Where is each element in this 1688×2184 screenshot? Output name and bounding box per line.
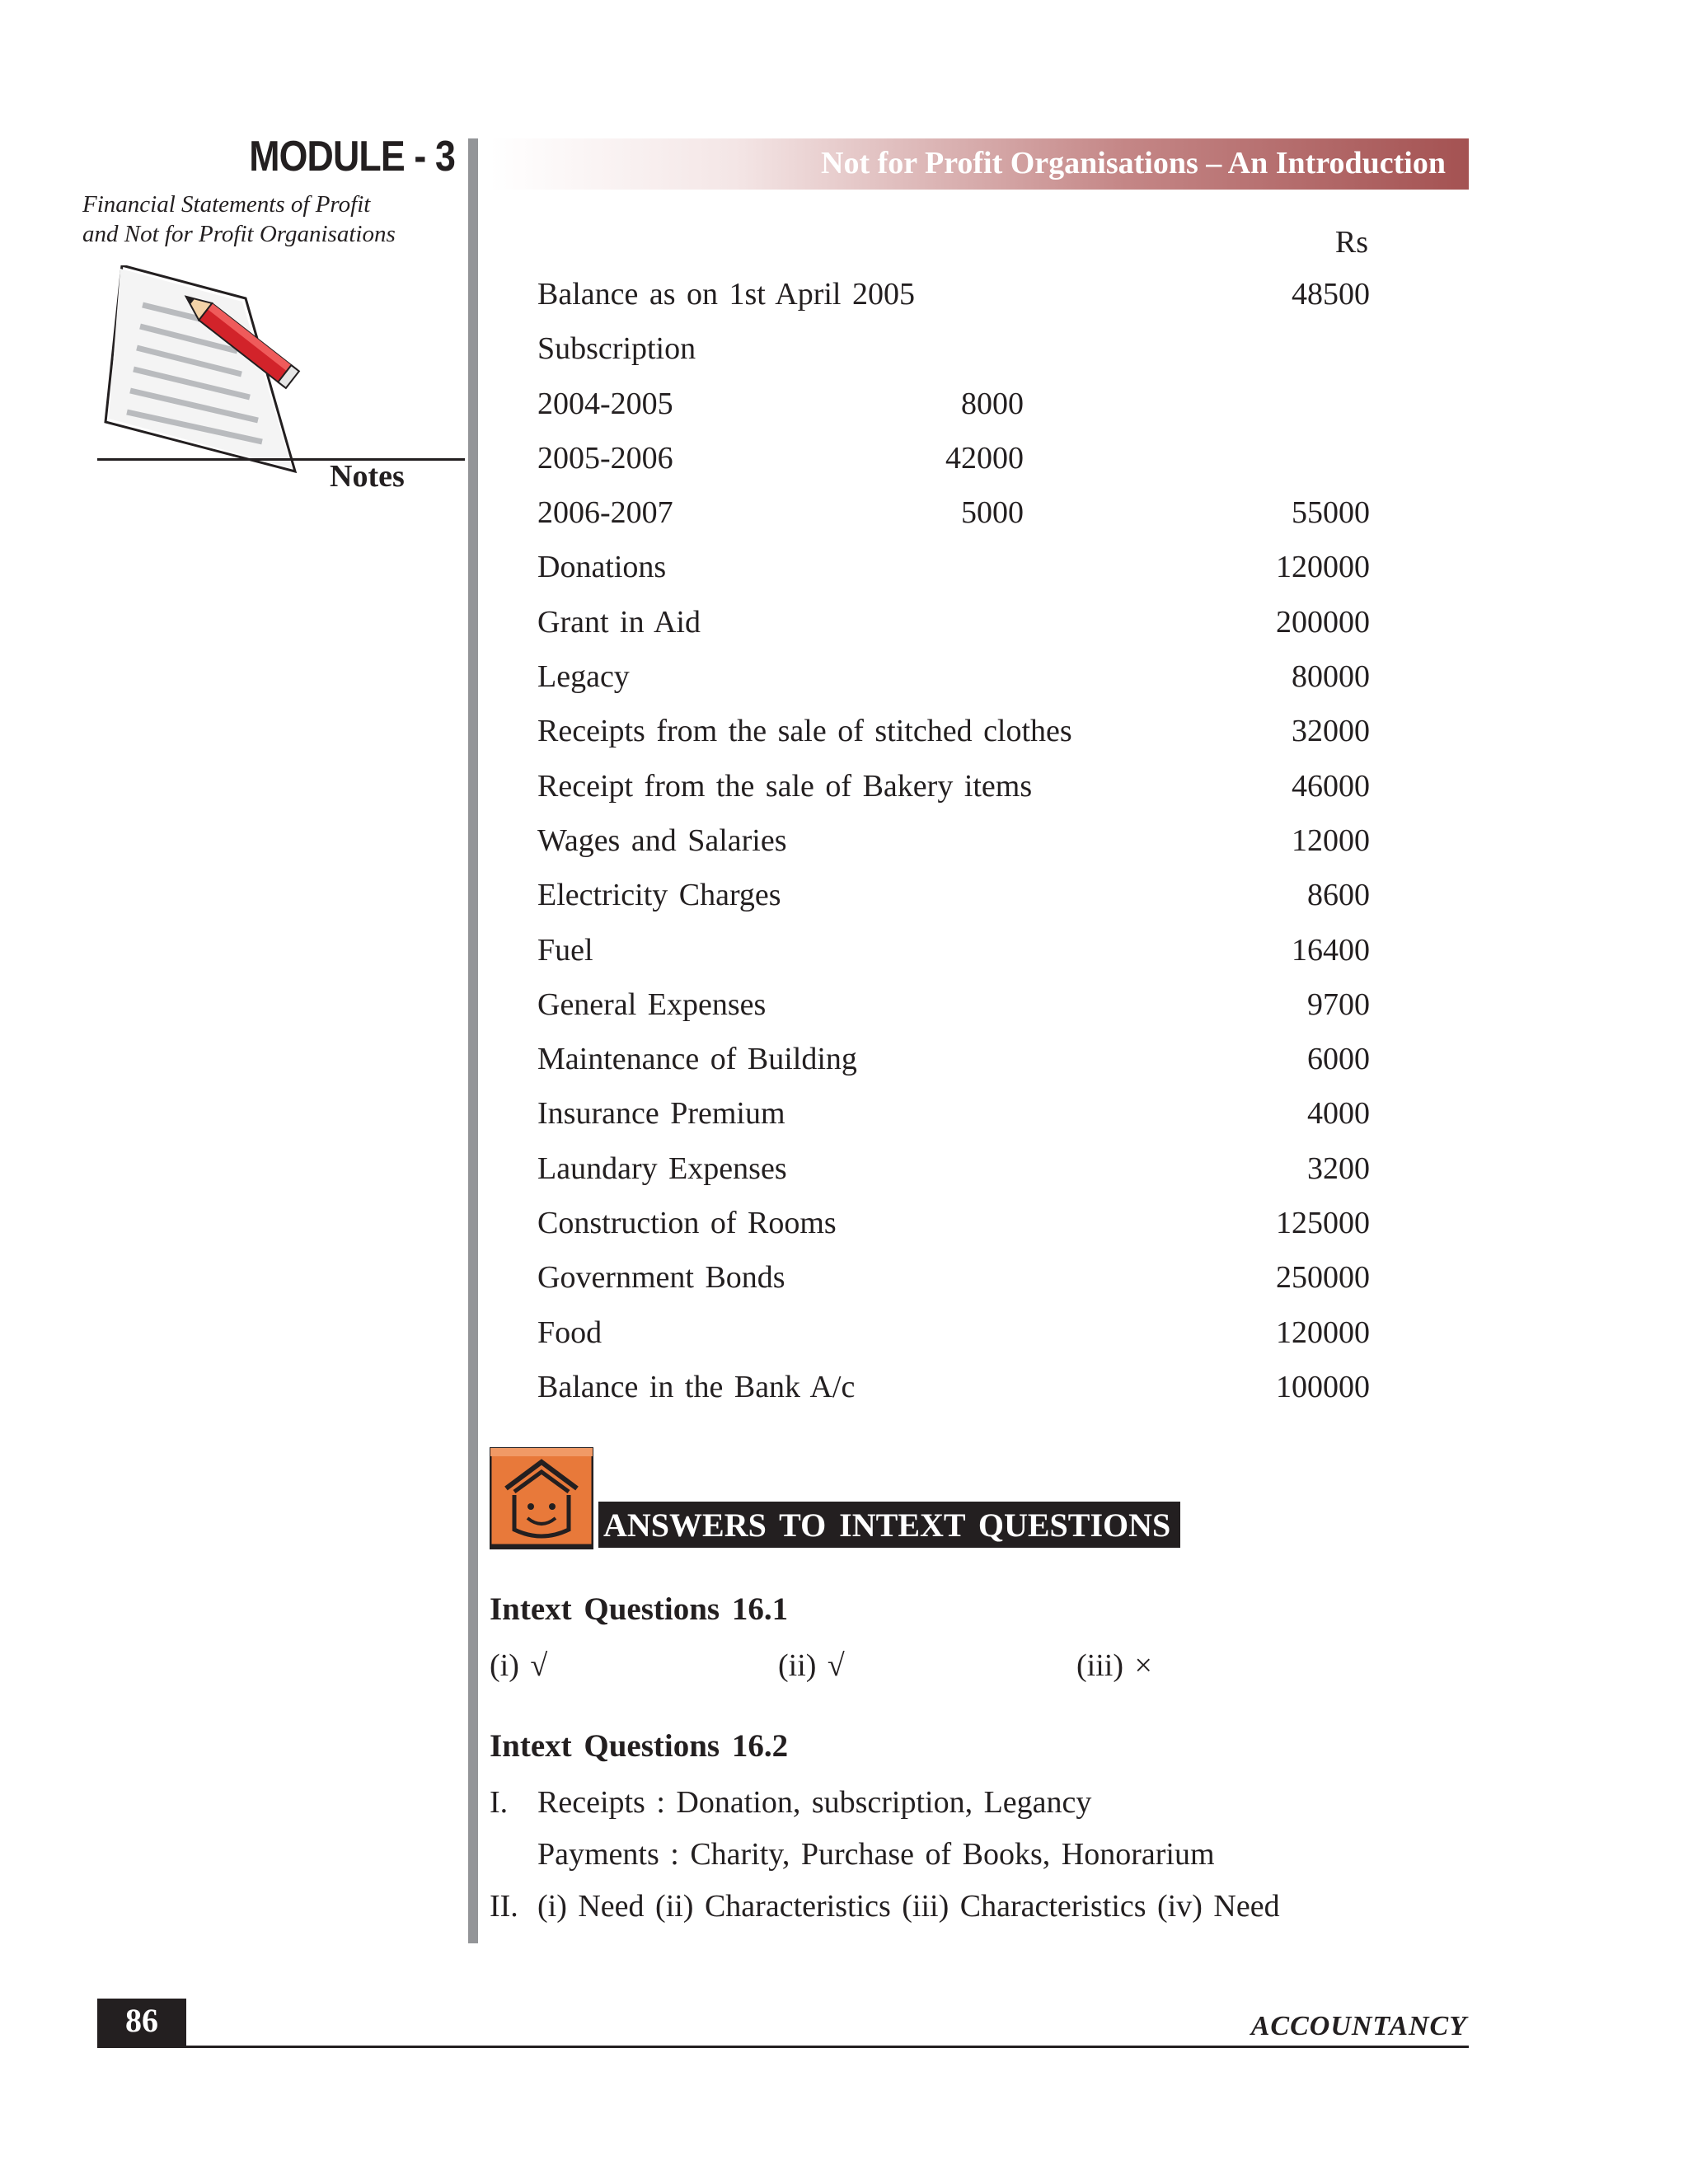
answer-16-2-receipts: Receipts : Donation, subscription, Legancy xyxy=(537,1785,1092,1820)
ledger-row xyxy=(537,874,1370,929)
intext-16-1-heading: Intext Questions 16.1 xyxy=(490,1591,789,1627)
answer-16-2-payments: Payments : Charity, Purchase of Books, Honorarium xyxy=(537,1837,1215,1872)
ledger-amount: 200000 xyxy=(1276,604,1370,640)
ledger-row xyxy=(537,328,1370,382)
ledger-label: Laundary Expenses xyxy=(537,1151,787,1186)
ledger-row xyxy=(537,820,1370,874)
ledger-row xyxy=(537,1202,1370,1257)
ledger-row xyxy=(537,438,1370,492)
ledger-amount: 16400 xyxy=(1292,932,1370,968)
ledger-label: Balance in the Bank A/c xyxy=(537,1369,856,1404)
ledger-label: Maintenance of Building xyxy=(537,1042,857,1077)
ledger-amount: 8600 xyxy=(1307,878,1370,913)
ledger-label: Government Bonds xyxy=(537,1260,785,1296)
ledger-label: Electricity Charges xyxy=(537,878,781,913)
ledger-label: Construction of Rooms xyxy=(537,1206,837,1241)
ledger-amount: 120000 xyxy=(1276,550,1370,585)
answer-16-2-needs: (i) Need (ii) Characteristics (iii) Characteristics (iv) Need xyxy=(537,1889,1280,1924)
ledger-amount: 9700 xyxy=(1307,987,1370,1022)
module-subtitle xyxy=(82,190,462,249)
ledger-label: Receipt from the sale of Bakery items xyxy=(537,768,1033,804)
ledger-row xyxy=(537,602,1370,656)
ledger-row xyxy=(537,984,1370,1038)
ledger-label: Insurance Premium xyxy=(537,1096,785,1132)
ledger-row xyxy=(537,710,1370,765)
ledger-row xyxy=(537,930,1370,984)
ledger-row xyxy=(537,1312,1370,1366)
ledger-row xyxy=(537,274,1370,328)
chapter-title: Not for Profit Organisations – An Introduction xyxy=(821,146,1446,180)
ledger-label: Food xyxy=(537,1315,603,1350)
notes-divider xyxy=(97,458,465,461)
ledger-amount: 6000 xyxy=(1307,1042,1370,1077)
intext-16-2-heading: Intext Questions 16.2 xyxy=(490,1728,789,1764)
ledger-amount: 100000 xyxy=(1276,1369,1370,1404)
ledger-label: Fuel xyxy=(537,932,593,968)
answers-icon-rule xyxy=(490,1546,593,1549)
ledger-list xyxy=(537,274,1370,1421)
answers-title: ANSWERS TO INTEXT QUESTIONS xyxy=(603,1507,1171,1544)
module-title: MODULE - 3 xyxy=(249,133,455,180)
answer-16-1-iii: (iii) × xyxy=(1076,1648,1152,1683)
ledger-amount: 120000 xyxy=(1276,1315,1370,1350)
footer-rule xyxy=(97,2046,1469,2048)
ledger-amount: 4000 xyxy=(1307,1096,1370,1132)
ledger-subamount: 5000 xyxy=(961,495,1024,531)
ledger-label: Donations xyxy=(537,550,667,585)
answer-16-1-ii: (ii) √ xyxy=(778,1648,845,1683)
ledger-label: Receipts from the sale of stitched clothes xyxy=(537,714,1072,749)
ledger-amount: 12000 xyxy=(1292,823,1370,858)
ledger-subamount: 42000 xyxy=(945,440,1024,476)
ledger-amount: 32000 xyxy=(1292,714,1370,749)
module-subtitle-line1: Financial Statements of Profit xyxy=(82,191,371,218)
ledger-label: General Expenses xyxy=(537,987,767,1022)
ledger-amount: 55000 xyxy=(1292,495,1370,531)
ledger-label: 2005-2006 xyxy=(537,440,673,476)
ledger-amount: 80000 xyxy=(1292,659,1370,695)
answer-16-2-roman-i: I. xyxy=(490,1785,509,1820)
ledger-label: Subscription xyxy=(537,331,696,367)
ledger-label: Balance as on 1st April 2005 xyxy=(537,277,915,312)
ledger-row xyxy=(537,492,1370,546)
ledger-row xyxy=(537,1148,1370,1202)
answer-16-1-i: (i) √ xyxy=(490,1648,548,1683)
ledger-label: 2006-2007 xyxy=(537,495,673,531)
ledger-row xyxy=(537,1093,1370,1147)
currency-header: Rs xyxy=(1334,225,1368,260)
page-number: 86 xyxy=(125,2002,158,2039)
ledger-amount: 46000 xyxy=(1292,768,1370,804)
module-subtitle-line2: and Not for Profit Organisations xyxy=(82,221,396,247)
ledger-amount: 250000 xyxy=(1276,1260,1370,1296)
ledger-row xyxy=(537,383,1370,438)
notes-label: Notes xyxy=(330,459,405,494)
ledger-row xyxy=(537,766,1370,820)
footer-subject: ACCOUNTANCY xyxy=(1250,2011,1467,2041)
ledger-row xyxy=(537,546,1370,601)
ledger-amount: 125000 xyxy=(1276,1206,1370,1241)
ledger-amount: 48500 xyxy=(1292,277,1370,312)
ledger-label: Legacy xyxy=(537,659,630,695)
ledger-row xyxy=(537,1366,1370,1421)
ledger-row xyxy=(537,1257,1370,1311)
ledger-label: 2004-2005 xyxy=(537,386,673,421)
ledger-row xyxy=(537,1038,1370,1093)
margin-vertical-bar xyxy=(468,138,478,1943)
ledger-label: Grant in Aid xyxy=(537,604,701,640)
ledger-label: Wages and Salaries xyxy=(537,823,787,858)
ledger-amount: 3200 xyxy=(1307,1151,1370,1186)
notepad-pencil-icon xyxy=(97,265,320,496)
smiling-house-icon xyxy=(490,1447,593,1548)
ledger-row xyxy=(537,656,1370,710)
answer-16-2-roman-ii: II. xyxy=(490,1889,518,1924)
ledger-subamount: 8000 xyxy=(961,386,1024,421)
